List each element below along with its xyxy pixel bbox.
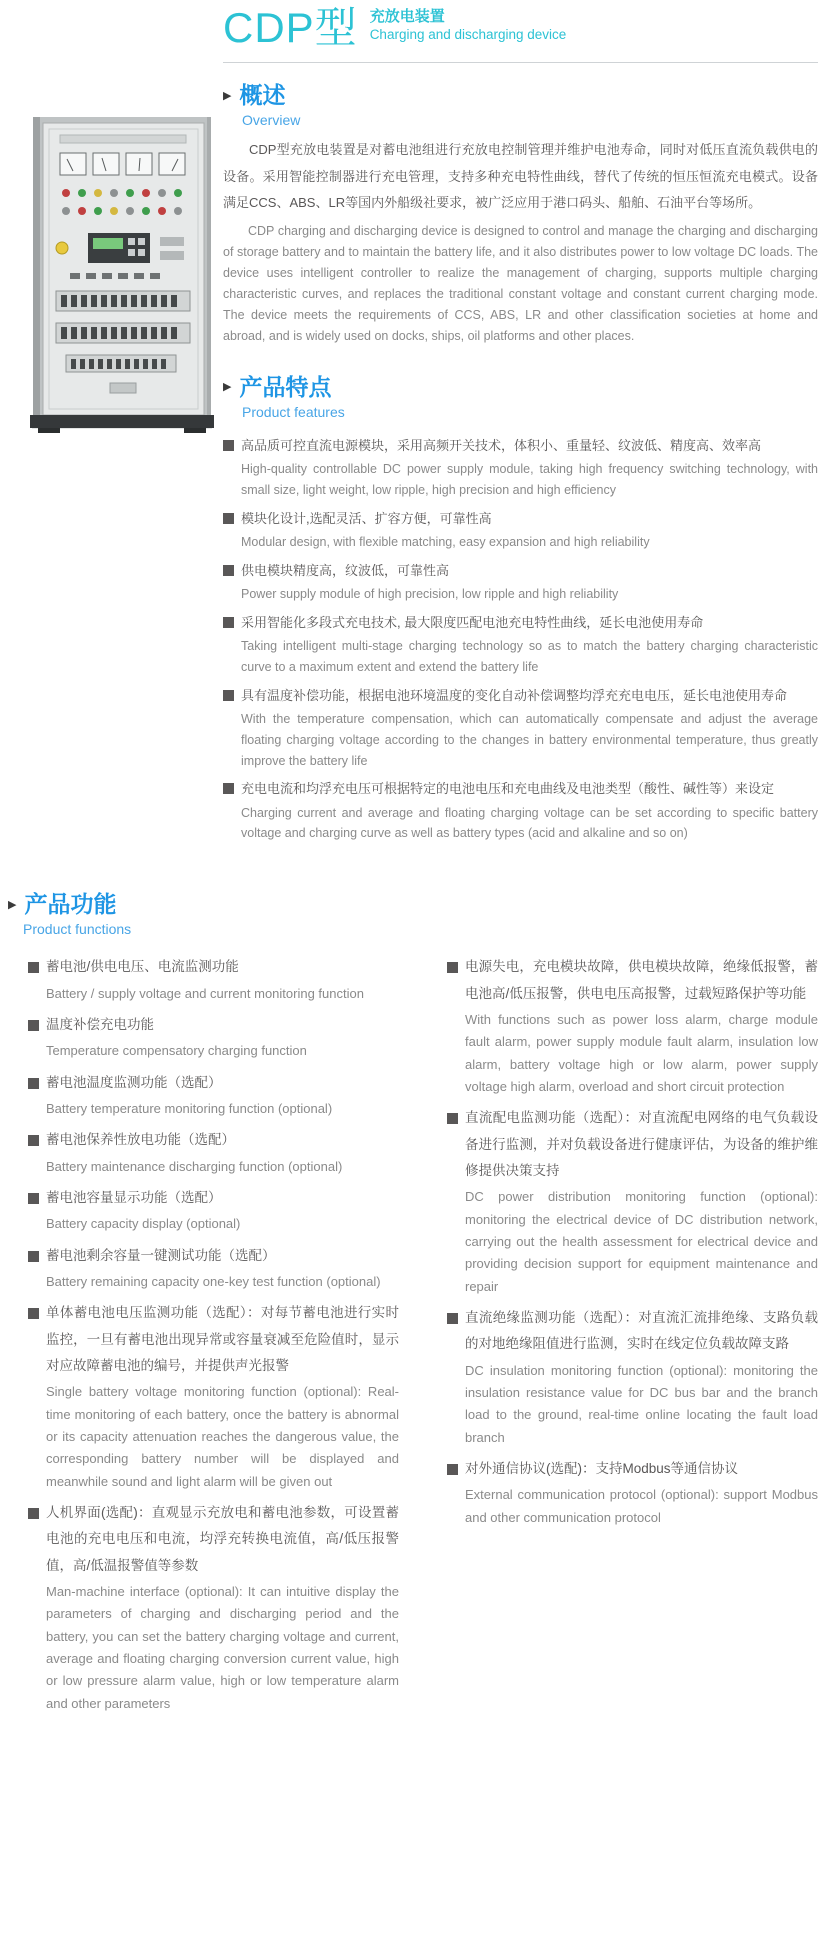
square-bullet-icon <box>28 1078 39 1089</box>
function-item-zh: 蓄电池/供电电压、电流监测功能 <box>28 954 399 980</box>
product-photo <box>30 115 214 435</box>
square-bullet-icon <box>223 783 234 794</box>
overview-paragraph-en: CDP charging and discharging device is designed to control and manage the charging and discharging of storage battery and to maintain the battery life, and it also distributes power to low voltage DC loads. The device uses intelligent controller to realize the management of charging, supports multiple charging characteristic curves, and replaces the traditional constant voltage and constant current charging mode. The device meets the requirements of CCS, ABS, LR and other classification societies at home and abroad, and is widely used on docks, ships, oil platforms and other places. <box>223 223 818 343</box>
section-arrow-icon: ▶ <box>223 89 232 102</box>
function-item <box>28 1012 399 1063</box>
function-item-en: Single battery voltage monitoring function (optional): Real-time monitoring of each battery, once the battery is abnormal or its capacity attenuation reaches the dangerous value, the corresponding battery number will be displayed and meanwhile sound and light alarm will be given out <box>46 1384 399 1489</box>
function-item-en: DC power distribution monitoring function (optional): monitoring the electrical device of DC distribution network, carrying out the health assessment for electrical device and providing decision support for equipment maintenance and repair <box>465 1189 818 1294</box>
feature-item-en: High-quality controllable DC power supply module, taking high frequency switching technology, with small size, light weight, low ripple, high precision and high efficiency <box>241 462 818 498</box>
function-item-zh: 人机界面(选配)：直观显示充放电和蓄电池参数，可设置蓄电池的充电电压和电流，均浮充转换电流值，高/低压报警值，高/低温报警值等参数 <box>28 1500 399 1579</box>
square-bullet-icon <box>223 617 234 628</box>
function-item <box>28 1127 399 1178</box>
overview-paragraph-zh: CDP型充放电装置是对蓄电池组进行充放电控制管理并维护电池寿命，同时对低压直流负载供电的设备。采用智能控制器进行充电管理，支持多种充电特性曲线，替代了传统的恒压恒流充电模式。设备满足CCS、ABS、LR等国内外船级社要求，被广泛应用于港口码头、船舶、石油平台等场所。 <box>223 142 818 211</box>
function-item-zh: 单体蓄电池电压监测功能（选配）：对每节蓄电池进行实时监控，一旦有蓄电池出现异常或容量衰减至危险值时，显示对应故障蓄电池的编号，并提供声光报警 <box>28 1300 399 1379</box>
square-bullet-icon <box>447 1113 458 1124</box>
function-item-zh: 蓄电池保养性放电功能（选配） <box>28 1127 399 1153</box>
feature-item-zh: 具有温度补偿功能，根据电池环境温度的变化自动补偿调整均浮充充电电压，延长电池使用寿命 <box>223 683 818 708</box>
functions-title-en: Product functions <box>23 921 132 938</box>
main-column <box>223 0 818 844</box>
function-item-zh: 蓄电池剩余容量一键测试功能（选配） <box>28 1243 399 1269</box>
model-subtitle-en: Charging and discharging device <box>369 27 567 42</box>
model-subtitle-zh: 充放电装置 <box>369 8 445 25</box>
functions-column-left <box>28 954 399 1722</box>
functions-columns <box>8 954 820 1722</box>
section-functions <box>8 890 820 1722</box>
square-bullet-icon <box>28 1508 39 1519</box>
section-arrow-icon: ▶ <box>8 898 17 911</box>
function-item-zh: 对外通信协议(选配)：支持Modbus等通信协议 <box>447 1456 818 1482</box>
functions-column-right <box>447 954 818 1722</box>
feature-item <box>223 610 818 678</box>
features-list <box>223 433 818 844</box>
function-item <box>28 1070 399 1121</box>
function-item <box>447 1105 818 1298</box>
square-bullet-icon <box>447 1313 458 1324</box>
feature-item <box>223 506 818 553</box>
device-cabinet-illustration <box>30 115 214 435</box>
function-item <box>28 1243 399 1294</box>
square-bullet-icon <box>223 513 234 524</box>
features-title-en: Product features <box>242 403 345 420</box>
square-bullet-icon <box>28 1020 39 1031</box>
function-item <box>447 1456 818 1529</box>
square-bullet-icon <box>447 962 458 973</box>
square-bullet-icon <box>223 690 234 701</box>
function-item-en: Battery temperature monitoring function (optional) <box>46 1100 333 1116</box>
feature-item-zh: 高品质可控直流电源模块，采用高频开关技术，体积小、重量轻、纹波低、精度高、效率高 <box>223 433 818 458</box>
feature-item-en: Modular design, with flexible matching, easy expansion and high reliability <box>241 535 650 550</box>
feature-item-zh: 供电模块精度高，纹波低，可靠性高 <box>223 558 818 583</box>
function-item <box>447 954 818 1098</box>
function-item-en: External communication protocol (optional): support Modbus and other communication protocol <box>465 1487 818 1525</box>
function-item-en: Battery / supply voltage and current monitoring function <box>46 985 364 1001</box>
section-features-header <box>223 373 818 421</box>
feature-item <box>223 776 818 844</box>
feature-item-en: Power supply module of high precision, low ripple and high reliability <box>241 587 619 602</box>
functions-title-zh: 产品功能 <box>24 891 117 918</box>
feature-item <box>223 683 818 772</box>
function-item-en: Temperature compensatory charging function <box>46 1043 307 1059</box>
feature-item <box>223 558 818 605</box>
function-item <box>28 954 399 1005</box>
model-name: CDP型 <box>223 4 358 51</box>
function-item <box>28 1500 399 1715</box>
square-bullet-icon <box>28 1193 39 1204</box>
square-bullet-icon <box>28 1308 39 1319</box>
function-item <box>28 1300 399 1493</box>
function-item-en: Battery capacity display (optional) <box>46 1216 241 1232</box>
features-title-zh: 产品特点 <box>239 373 332 400</box>
section-overview-header <box>223 81 818 129</box>
overview-title-zh: 概述 <box>239 82 286 108</box>
overview-title-en: Overview <box>242 112 301 128</box>
function-item <box>28 1185 399 1236</box>
function-item-en: Battery maintenance discharging function (optional) <box>46 1158 343 1174</box>
feature-item-en: Taking intelligent multi-stage charging technology so as to match the battery charging characteristic curve to a maximum extent and extend the battery life <box>241 639 818 675</box>
square-bullet-icon <box>28 1135 39 1146</box>
feature-item-zh: 充电电流和均浮充电压可根据特定的电池电压和充电曲线及电池类型（酸性、碱性等）来设定 <box>223 776 818 801</box>
title-divider <box>223 62 818 63</box>
feature-item-zh: 采用智能化多段式充电技术, 最大限度匹配电池充电特性曲线，延长电池使用寿命 <box>223 610 818 635</box>
square-bullet-icon <box>28 962 39 973</box>
feature-item <box>223 433 818 501</box>
model-subtitle <box>370 6 567 43</box>
function-item-zh: 电源失电，充电模块故障，供电模块故障，绝缘低报警，蓄电池高/低压报警，供电电压高报警，过载短路保护等功能 <box>447 954 818 1007</box>
feature-item-zh: 模块化设计,选配灵活、扩容方便，可靠性高 <box>223 506 818 531</box>
square-bullet-icon <box>28 1251 39 1262</box>
feature-item-en: With the temperature compensation, which can automatically compensate and adjust the average floating charging voltage according to the changes in battery environmental temperature, thus greatly improve the battery life <box>241 712 818 768</box>
function-item-en: With functions such as power loss alarm, charge module fault alarm, power supply module fault alarm, insulation low alarm, battery voltage high or low alarm, power supply voltage high alarm, overload and short circuit protection <box>465 1011 818 1094</box>
feature-item-en: Charging current and average and floating charging voltage can be set according to specific battery voltage and charging curve as well as battery types (acid and alkaline and so on) <box>241 805 818 841</box>
section-functions-header <box>8 890 820 938</box>
function-item-en: DC insulation monitoring function (optional): monitoring the insulation resistance value for DC bus bar and the branch load to the ground, real-time online locating the fault load branch <box>465 1362 818 1445</box>
page-title <box>223 6 818 50</box>
square-bullet-icon <box>447 1464 458 1475</box>
function-item <box>447 1305 818 1449</box>
function-item-zh: 直流配电监测功能（选配）：对直流配电网络的电气负载设备进行监测，并对负载设备进行健康评估，为设备的维护维修提供决策支持 <box>447 1105 818 1184</box>
square-bullet-icon <box>223 440 234 451</box>
square-bullet-icon <box>223 565 234 576</box>
function-item-zh: 蓄电池容量显示功能（选配） <box>28 1185 399 1211</box>
function-item-zh: 直流绝缘监测功能（选配）：对直流汇流排绝缘、支路负载的对地绝缘阻值进行监测，实时在线定位负载故障支路 <box>447 1305 818 1358</box>
function-item-en: Battery remaining capacity one-key test function (optional) <box>46 1273 381 1289</box>
section-arrow-icon: ▶ <box>223 381 232 394</box>
function-item-zh: 蓄电池温度监测功能（选配） <box>28 1070 399 1096</box>
function-item-en: Man-machine interface (optional): It can intuitive display the parameters of charging and discharging period and the battery, you can set the battery charging voltage and current, average and floating charging conversion current value, high or low pressure alarm value, high or low temperature alarm and other parameters <box>46 1583 399 1711</box>
function-item-zh: 温度补偿充电功能 <box>28 1012 399 1038</box>
